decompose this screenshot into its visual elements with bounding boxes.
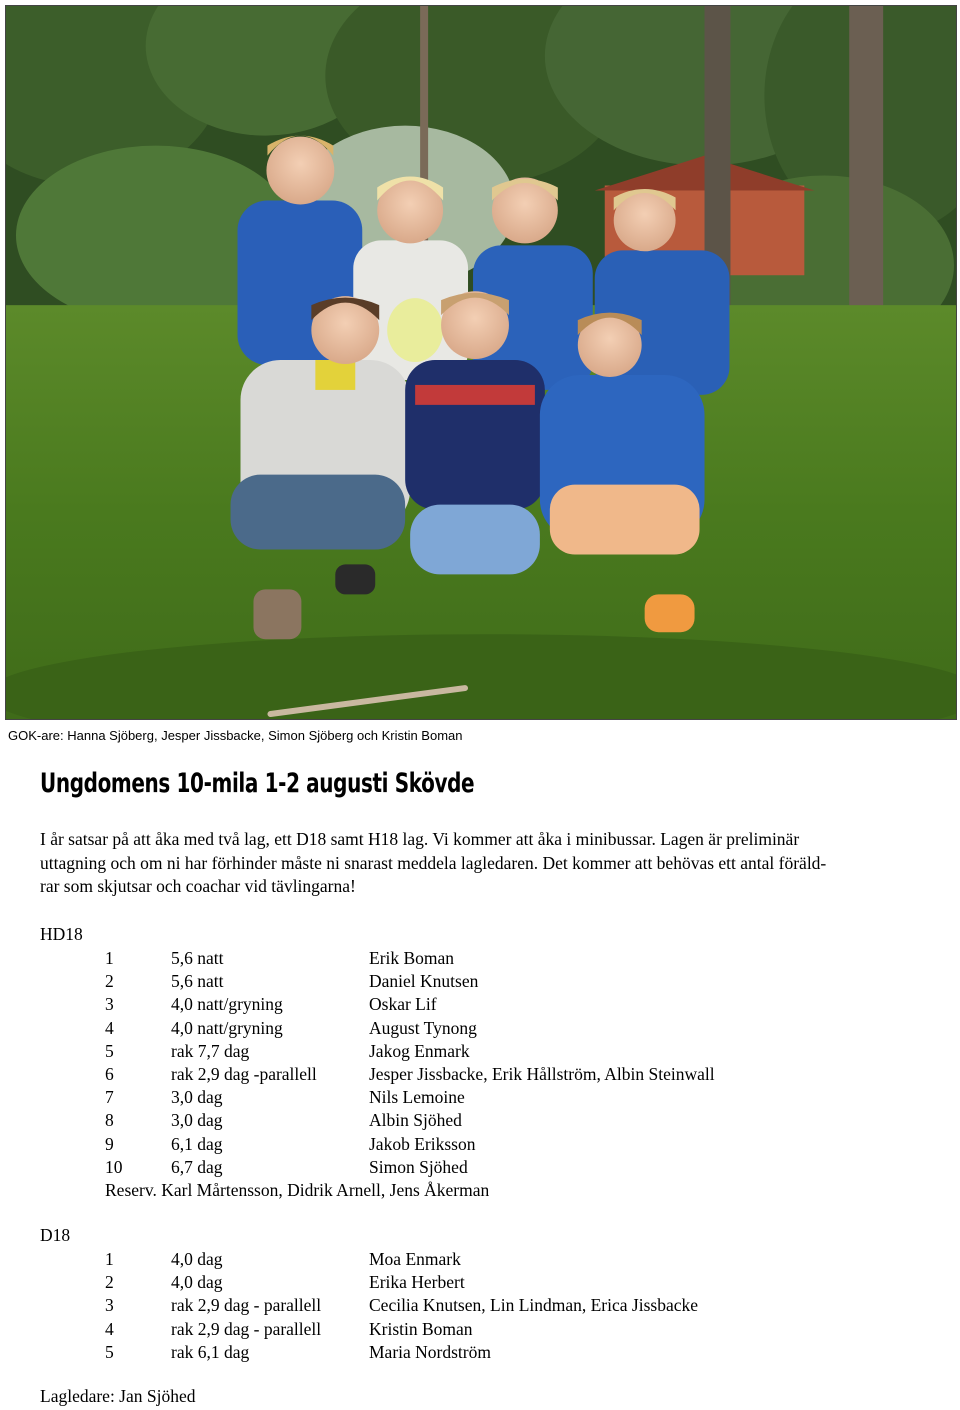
runner-name: Oskar Lif [369, 994, 437, 1015]
runner-name: Simon Sjöhed [369, 1156, 468, 1177]
runner-name: Moa Enmark [369, 1249, 461, 1269]
leg-description: 4,0 natt/gryning [171, 1017, 283, 1038]
leg-description: rak 2,9 dag -parallell [171, 1063, 317, 1084]
leg-description: rak 6,1 dag [171, 1341, 250, 1362]
runner-name: Jesper Jissbacke, Erik Hållström, Albin Steinwall [369, 1063, 715, 1084]
team-photo [5, 5, 957, 720]
roster-row [105, 970, 489, 993]
leg-number: 1 [105, 1249, 114, 1269]
roster-row [105, 1086, 489, 1109]
runner-name: Albin Sjöhed [369, 1110, 462, 1131]
runner-name: August Tynong [369, 1017, 477, 1038]
leg-description: 3,0 dag [171, 1110, 223, 1131]
leg-description: 5,6 natt [171, 971, 224, 992]
intro-line: I år satsar på att åka med två lag, ett D18 samt H18 lag. Vi kommer att åka i minibussar. Lagen är preliminär [40, 829, 800, 849]
runner-name: Nils Lemoine [369, 1087, 465, 1108]
team-photo-icon [6, 6, 956, 719]
leg-description: 4,0 dag [171, 1272, 223, 1293]
roster-row [105, 1133, 489, 1156]
roster-row [105, 1063, 715, 1086]
intro-line: uttagning och om ni har förhinder måste ni snarast meddela lagledaren. Det kommer att behövas ett antal föräld- [40, 852, 827, 873]
roster-row [105, 993, 489, 1016]
leg-number: 2 [105, 971, 114, 992]
team-leader: Lagledare: Jan Sjöhed [40, 1386, 196, 1406]
leg-number: 5 [105, 1341, 114, 1362]
leg-number: 5 [105, 1040, 114, 1061]
leg-description: 4,0 natt/gryning [171, 994, 283, 1015]
leg-number: 10 [105, 1156, 123, 1177]
runner-name: Kristin Boman [369, 1318, 473, 1339]
leg-description: 5,6 natt [171, 948, 224, 968]
roster-hd18 [105, 947, 715, 1202]
roster-row [105, 1109, 489, 1132]
runner-name: Cecilia Knutsen, Lin Lindman, Erica Jissbacke [369, 1295, 699, 1316]
leg-number: 2 [105, 1272, 114, 1293]
reserve-list: Reserv. Karl Mårtensson, Didrik Arnell, Jens Åkerman [105, 1179, 490, 1200]
leg-number: 4 [105, 1017, 114, 1038]
runner-name: Jakog Enmark [369, 1040, 470, 1061]
leg-number: 1 [105, 948, 114, 968]
runner-name: Maria Nordström [369, 1341, 491, 1362]
leg-description: 6,7 dag [171, 1156, 223, 1177]
runner-name: Erika Herbert [369, 1272, 465, 1293]
leg-number: 4 [105, 1318, 114, 1339]
leg-description: 6,1 dag [171, 1133, 223, 1154]
runner-name: Jakob Eriksson [369, 1133, 476, 1154]
roster-row [105, 1040, 489, 1063]
section-heading-d18: D18 [40, 1225, 71, 1245]
photo-caption: GOK-are: Hanna Sjöberg, Jesper Jissbacke, Simon Sjöberg och Kristin Boman [8, 728, 463, 743]
leg-number: 8 [105, 1110, 114, 1131]
runner-name: Erik Boman [369, 948, 455, 968]
leg-description: rak 2,9 dag - parallell [171, 1295, 322, 1316]
page-title: Ungdomens 10-mila 1-2 augusti Skövde [40, 768, 475, 799]
runner-name: Daniel Knutsen [369, 971, 479, 992]
leg-description: 4,0 dag [171, 1249, 223, 1269]
roster-row [105, 947, 489, 970]
section-heading-hd18: HD18 [40, 924, 83, 944]
intro-paragraph [40, 828, 920, 899]
leg-number: 6 [105, 1063, 114, 1084]
leg-description: rak 7,7 dag [171, 1040, 250, 1061]
leg-number: 3 [105, 1295, 114, 1316]
leg-number: 3 [105, 994, 114, 1015]
leg-description: rak 2,9 dag - parallell [171, 1318, 322, 1339]
leg-number: 7 [105, 1087, 114, 1108]
leg-number: 9 [105, 1133, 114, 1154]
leg-description: 3,0 dag [171, 1087, 223, 1108]
roster-row [105, 1156, 489, 1179]
roster-row [105, 1017, 489, 1040]
intro-line: rar som skjutsar och coachar vid tävlingarna! [40, 876, 356, 896]
